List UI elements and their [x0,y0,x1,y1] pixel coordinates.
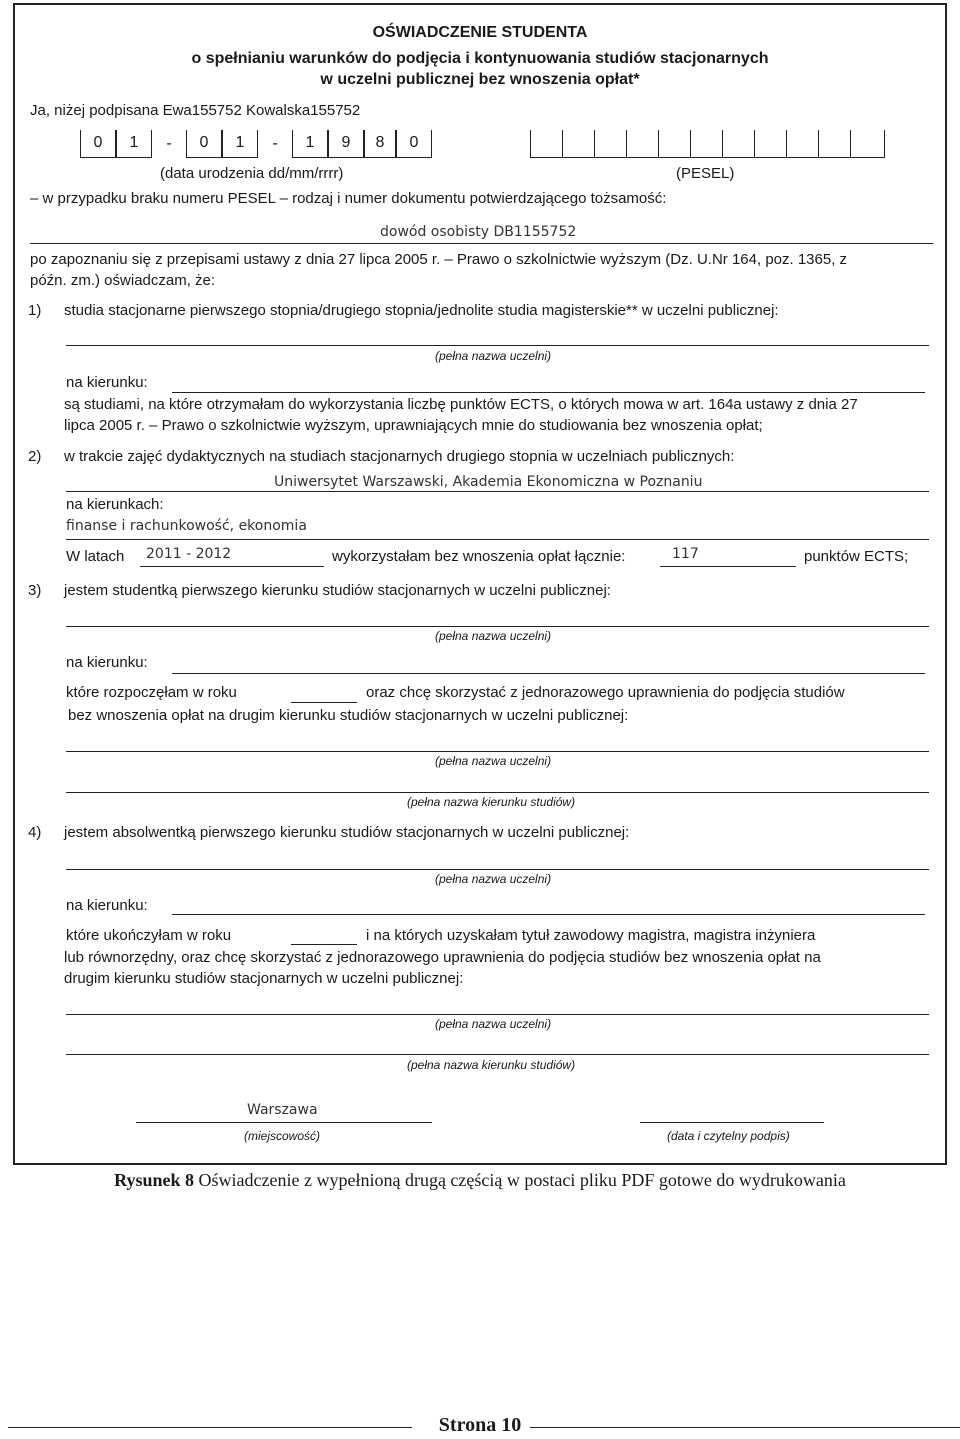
pesel-tick [658,130,659,158]
started-rest: oraz chcę skorzystać z jednorazowego uprawnienia do podjęcia studiów [366,684,845,701]
birth-digit: 0 [186,130,222,158]
pesel-tick [818,130,819,158]
field-label: na kierunku: [66,374,148,391]
place-value: Warszawa [247,1102,318,1118]
id-document-line [30,243,933,244]
university-line [66,751,929,752]
ects-line [660,566,796,567]
law-line-2: późn. zm.) oświadczam, że: [30,272,216,289]
figure-caption-label: Rysunek 8 [114,1170,195,1190]
signature-line [640,1122,824,1123]
no-pesel-line: – w przypadku braku numeru PESEL – rodzaj i numer dokumentu potwierdzającego tożsamość: [30,190,667,207]
section-1-number: 1) [28,302,42,319]
form-subtitle-2: w uczelni publicznej bez wnoszenia opłat* [320,71,640,88]
birth-separator: - [272,135,278,152]
university-caption: (pełna nazwa uczelni) [435,872,552,886]
birth-digit: 0 [396,130,432,158]
university-caption: (pełna nazwa uczelni) [435,629,552,643]
place-line [136,1122,432,1123]
fields-value: finanse i rachunkowość, ekonomia [66,518,307,534]
section-2-number: 2) [28,448,42,465]
field-name-caption: (pełna nazwa kierunku studiów) [407,1058,576,1072]
field-line [172,673,925,674]
started-label: które rozpoczęłam w roku [66,684,237,701]
field-name-line [66,1054,929,1055]
pesel-tick [884,130,885,158]
university-line [66,869,929,870]
section-1-text: studia stacjonarne pierwszego stopnia/drugiego stopnia/jednolite studia magisterskie** w uczelni publicznej: [64,302,779,319]
birth-date-caption: (data urodzenia dd/mm/rrrr) [160,165,344,182]
id-document-value: dowód osobisty DB1155752 [380,224,577,240]
figure-caption-text: Oświadczenie z wypełnioną drugą częścią w postaci pliku PDF gotowe do wydrukowania [194,1170,846,1190]
universities-line [66,491,929,492]
university-line [66,345,929,346]
section-4-text: jestem absolwentką pierwszego kierunku studiów stacjonarnych w uczelni publicznej: [64,824,630,841]
birth-digit: 1 [222,130,258,158]
finished-year-line [291,944,357,945]
pesel-tick [690,130,691,158]
pesel-caption: (PESEL) [676,165,735,182]
pesel-tick [626,130,627,158]
birth-digit: 1 [116,130,152,158]
used-label: wykorzystałam bez wnoszenia opłat łącznie: [332,548,626,565]
years-value: 2011 - 2012 [146,546,232,562]
signature-caption: (data i czytelny podpis) [667,1129,790,1143]
pesel-tick [562,130,563,158]
pesel-tick [594,130,595,158]
form-title: OŚWIADCZENIE STUDENTA [372,24,588,41]
field-label: na kierunku: [66,654,148,671]
started-year-line [291,702,357,703]
fields-label: na kierunkach: [66,496,164,513]
birth-digit: 0 [80,130,116,158]
section-1-line-b: lipca 2005 r. – Prawo o szkolnictwie wyższym, uprawniających mnie do studiowania bez wnoszenia opłat; [64,417,763,434]
field-line [172,392,925,393]
fields-line [66,539,929,540]
pesel-tick [754,130,755,158]
field-name-line [66,792,929,793]
university-caption: (pełna nazwa uczelni) [435,349,552,363]
birth-digit: 8 [364,130,396,158]
pesel-tick [786,130,787,158]
figure-caption [0,1170,960,1191]
law-line-1: po zapoznaniu się z przepisami ustawy z dnia 27 lipca 2005 r. – Prawo o szkolnictwie wyższym (Dz. U.Nr 164, poz. 1365, z [30,251,848,268]
pesel-tick [722,130,723,158]
years-label: W latach [66,548,125,565]
pesel-tick [850,130,851,158]
field-line [172,914,925,915]
ects-label: punktów ECTS; [804,548,909,565]
university-caption: (pełna nazwa uczelni) [435,1017,552,1031]
section-1-line-a: są studiami, na które otrzymałam do wykorzystania liczbę punktów ECTS, o których mowa w art. 164a ustawy z dnia 27 [64,396,858,413]
section-4-line-c: drugim kierunku studiów stacjonarnych w uczelni publicznej: [64,970,464,987]
section-2-text: w trakcie zajęć dydaktycznych na studiach stacjonarnych drugiego stopnia w uczelniach publicznych: [64,448,735,465]
field-label: na kierunku: [66,897,148,914]
section-3-number: 3) [28,582,42,599]
section-3-text: jestem studentką pierwszego kierunku studiów stacjonarnych w uczelni publicznej: [64,582,611,599]
years-line [140,566,324,567]
birth-digit: 1 [292,130,328,158]
section-3-line-b: bez wnoszenia opłat na drugim kierunku studiów stacjonarnych w uczelni publicznej: [68,707,629,724]
ects-value: 117 [672,546,699,562]
field-name-caption: (pełna nazwa kierunku studiów) [407,795,576,809]
pesel-tick [530,130,531,158]
finished-label: które ukończyłam w roku [66,927,232,944]
birth-separator: - [166,135,172,152]
university-caption: (pełna nazwa uczelni) [435,754,552,768]
place-caption: (miejscowość) [244,1129,321,1143]
pesel-baseline [530,157,884,158]
section-4-number: 4) [28,824,42,841]
form-subtitle-1: o spełnianiu warunków do podjęcia i kontynuowania studiów stacjonarnych [191,50,769,67]
finished-rest: i na których uzyskałam tytuł zawodowy magistra, magistra inżyniera [366,927,816,944]
section-4-line-b: lub równorzędny, oraz chcę skorzystać z jednorazowego uprawnienia do podjęcia studiów bez wnoszenia opłat na [64,949,821,966]
signed-name-line: Ja, niżej podpisana Ewa155752 Kowalska155752 [30,102,361,119]
university-line [66,1014,929,1015]
page-number: Strona 10 [438,1414,522,1436]
universities-value: Uniwersytet Warszawski, Akademia Ekonomiczna w Poznaniu [274,474,703,490]
birth-digit: 9 [328,130,364,158]
university-line [66,626,929,627]
